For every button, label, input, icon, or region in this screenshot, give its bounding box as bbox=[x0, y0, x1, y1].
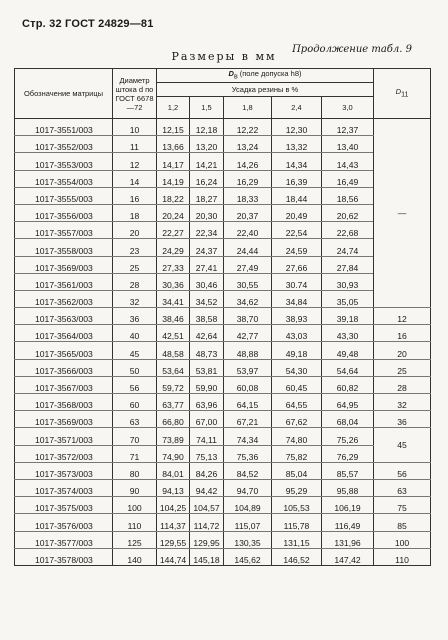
d0-value-cell: 53,97 bbox=[224, 359, 272, 376]
designation-cell: 1017-3555/003 bbox=[15, 187, 113, 204]
d0-value-cell: 104,89 bbox=[224, 497, 272, 514]
table-row bbox=[15, 359, 431, 376]
d0-value-cell: 12,15 bbox=[157, 119, 190, 136]
d0-value-cell: 131,15 bbox=[272, 531, 322, 548]
col-shrink-header: Усадка резины в % bbox=[157, 83, 374, 97]
d0-value-cell: 75,36 bbox=[224, 445, 272, 462]
d0-value-cell: 22,27 bbox=[157, 222, 190, 239]
d0-value-cell: 49,18 bbox=[272, 342, 322, 359]
table-row bbox=[15, 376, 431, 393]
d0-value-cell: 20,37 bbox=[224, 204, 272, 221]
dimensions-table bbox=[14, 68, 431, 566]
d0-value-cell: 22,54 bbox=[272, 222, 322, 239]
d0-value-cell: 48,73 bbox=[190, 342, 224, 359]
d11-value-cell: 85 bbox=[374, 514, 431, 531]
table-row bbox=[15, 136, 431, 153]
d0-value-cell: 43,30 bbox=[322, 325, 374, 342]
table-row bbox=[15, 153, 431, 170]
d0-value-cell: 84,52 bbox=[224, 462, 272, 479]
d0-value-cell: 94,13 bbox=[157, 479, 190, 496]
designation-cell: 1017-3554/003 bbox=[15, 170, 113, 187]
d0-value-cell: 18,22 bbox=[157, 187, 190, 204]
d0-value-cell: 30,55 bbox=[224, 273, 272, 290]
d0-value-cell: 38,58 bbox=[190, 308, 224, 325]
d0-value-cell: 30,46 bbox=[190, 273, 224, 290]
designation-cell: 1017-3569/003 bbox=[15, 256, 113, 273]
d11-merged-45-cell: 45 bbox=[374, 428, 431, 462]
d0-value-cell: 16,49 bbox=[322, 170, 374, 187]
d0-value-cell: 115,78 bbox=[272, 514, 322, 531]
d0-value-cell: 53,81 bbox=[190, 359, 224, 376]
d0-value-cell: 22,68 bbox=[322, 222, 374, 239]
designation-cell: 1017-3575/003 bbox=[15, 497, 113, 514]
table-row bbox=[15, 445, 431, 462]
d0-value-cell: 12,18 bbox=[190, 119, 224, 136]
d0-value-cell: 54,30 bbox=[272, 359, 322, 376]
d0-value-cell: 18,44 bbox=[272, 187, 322, 204]
d0-value-cell: 74,90 bbox=[157, 445, 190, 462]
d0-value-cell: 48,58 bbox=[157, 342, 190, 359]
d11-value-cell: 36 bbox=[374, 411, 431, 428]
d0-value-cell: 74,34 bbox=[224, 428, 272, 445]
table-row bbox=[15, 342, 431, 359]
d0-value-cell: 64,15 bbox=[224, 394, 272, 411]
table-row bbox=[15, 428, 431, 445]
d0-value-cell: 75,13 bbox=[190, 445, 224, 462]
d0-value-cell: 145,62 bbox=[224, 548, 272, 565]
d0-value-cell: 42,51 bbox=[157, 325, 190, 342]
d0-value-cell: 106,19 bbox=[322, 497, 374, 514]
d0-value-cell: 39,18 bbox=[322, 308, 374, 325]
designation-cell: 1017-3565/003 bbox=[15, 342, 113, 359]
d0-value-cell: 16,24 bbox=[190, 170, 224, 187]
designation-cell: 1017-3572/003 bbox=[15, 445, 113, 462]
d11-merged-dash-cell: — bbox=[374, 119, 431, 308]
d11-value-cell: 32 bbox=[374, 394, 431, 411]
designation-cell: 1017-3567/003 bbox=[15, 376, 113, 393]
diameter-cell: 10 bbox=[113, 119, 157, 136]
col-designation-header: Обозначение матрицы bbox=[15, 69, 113, 119]
d0-value-cell: 13,32 bbox=[272, 136, 322, 153]
col-d0-group-header bbox=[157, 69, 374, 83]
d0-value-cell: 54,64 bbox=[322, 359, 374, 376]
diameter-cell: 63 bbox=[113, 411, 157, 428]
d0-value-cell: 144,74 bbox=[157, 548, 190, 565]
d0-value-cell: 63,96 bbox=[190, 394, 224, 411]
page-header: Стр. 32 ГОСТ 24829—81 bbox=[22, 18, 154, 30]
shrink-value-header: 1,5 bbox=[190, 97, 224, 119]
d0-value-cell: 13,66 bbox=[157, 136, 190, 153]
table-row bbox=[15, 308, 431, 325]
d0-value-cell: 30.74 bbox=[272, 273, 322, 290]
designation-cell: 1017-3574/003 bbox=[15, 479, 113, 496]
d11-value-cell: 28 bbox=[374, 376, 431, 393]
d11-value-cell: 12 bbox=[374, 308, 431, 325]
d0-value-cell: 13,20 bbox=[190, 136, 224, 153]
diameter-cell: 20 bbox=[113, 222, 157, 239]
d0-value-cell: 13,24 bbox=[224, 136, 272, 153]
diameter-cell: 56 bbox=[113, 376, 157, 393]
diameter-cell: 71 bbox=[113, 445, 157, 462]
d0-value-cell: 60,08 bbox=[224, 376, 272, 393]
d0-value-cell: 95,29 bbox=[272, 479, 322, 496]
table-row bbox=[15, 256, 431, 273]
table-title: Размеры в мм bbox=[171, 50, 277, 63]
d0-value-cell: 14,34 bbox=[272, 153, 322, 170]
designation-cell: 1017-3562/003 bbox=[15, 290, 113, 307]
d0-value-cell: 131,96 bbox=[322, 531, 374, 548]
d11-value-cell: 110 bbox=[374, 548, 431, 565]
d0-value-cell: 60,45 bbox=[272, 376, 322, 393]
d0-symbol: D bbox=[228, 69, 234, 79]
d0-value-cell: 48,88 bbox=[224, 342, 272, 359]
d0-value-cell: 12,37 bbox=[322, 119, 374, 136]
table-row bbox=[15, 514, 431, 531]
d0-value-cell: 104,57 bbox=[190, 497, 224, 514]
diameter-cell: 45 bbox=[113, 342, 157, 359]
designation-cell: 1017-3569/003 bbox=[15, 411, 113, 428]
d0-value-cell: 94,42 bbox=[190, 479, 224, 496]
table-row bbox=[15, 222, 431, 239]
diameter-cell: 25 bbox=[113, 256, 157, 273]
designation-cell: 1017-3558/003 bbox=[15, 239, 113, 256]
d0-tolerance: (поле допуска h8) bbox=[239, 69, 302, 79]
d0-value-cell: 59,90 bbox=[190, 376, 224, 393]
d0-value-cell: 34,62 bbox=[224, 290, 272, 307]
continuation-note: Продолжение табл. 9 bbox=[292, 44, 412, 55]
d0-value-cell: 75,26 bbox=[322, 428, 374, 445]
d0-value-cell: 24,29 bbox=[157, 239, 190, 256]
col-diameter-header: Диаметр штока d по ГОСТ 6678—72 bbox=[113, 69, 157, 119]
designation-cell: 1017-3577/003 bbox=[15, 531, 113, 548]
d0-value-cell: 94,70 bbox=[224, 479, 272, 496]
d11-symbol: D bbox=[395, 87, 402, 97]
d0-value-cell: 27,66 bbox=[272, 256, 322, 273]
designation-cell: 1017-3573/003 bbox=[15, 462, 113, 479]
designation-cell: 1017-3578/003 bbox=[15, 548, 113, 565]
designation-cell: 1017-3563/003 bbox=[15, 308, 113, 325]
d0-value-cell: 30,36 bbox=[157, 273, 190, 290]
d0-value-cell: 95,88 bbox=[322, 479, 374, 496]
d0-value-cell: 38,93 bbox=[272, 308, 322, 325]
d0-value-cell: 20,30 bbox=[190, 204, 224, 221]
d0-value-cell: 67,21 bbox=[224, 411, 272, 428]
d0-value-cell: 27,41 bbox=[190, 256, 224, 273]
designation-cell: 1017-3551/003 bbox=[15, 119, 113, 136]
diameter-cell: 18 bbox=[113, 204, 157, 221]
d0-value-cell: 63,77 bbox=[157, 394, 190, 411]
d0-value-cell: 84,26 bbox=[190, 462, 224, 479]
diameter-cell: 16 bbox=[113, 187, 157, 204]
diameter-cell: 14 bbox=[113, 170, 157, 187]
d0-value-cell: 43,03 bbox=[272, 325, 322, 342]
d0-value-cell: 12,22 bbox=[224, 119, 272, 136]
table-row bbox=[15, 462, 431, 479]
d0-value-cell: 76,29 bbox=[322, 445, 374, 462]
d0-value-cell: 35,05 bbox=[322, 290, 374, 307]
d0-subscript: в bbox=[233, 73, 238, 81]
d11-value-cell: 25 bbox=[374, 359, 431, 376]
designation-cell: 1017-3556/003 bbox=[15, 204, 113, 221]
d0-value-cell: 14,17 bbox=[157, 153, 190, 170]
d0-value-cell: 42,77 bbox=[224, 325, 272, 342]
d0-value-cell: 27,33 bbox=[157, 256, 190, 273]
table-row bbox=[15, 531, 431, 548]
d0-value-cell: 129,55 bbox=[157, 531, 190, 548]
d0-value-cell: 85,04 bbox=[272, 462, 322, 479]
d0-value-cell: 74,80 bbox=[272, 428, 322, 445]
table-row bbox=[15, 204, 431, 221]
d0-value-cell: 85,57 bbox=[322, 462, 374, 479]
designation-cell: 1017-3552/003 bbox=[15, 136, 113, 153]
table-row bbox=[15, 170, 431, 187]
d0-value-cell: 18,56 bbox=[322, 187, 374, 204]
designation-cell: 1017-3568/003 bbox=[15, 394, 113, 411]
d0-value-cell: 68,04 bbox=[322, 411, 374, 428]
d0-value-cell: 67,62 bbox=[272, 411, 322, 428]
diameter-cell: 90 bbox=[113, 479, 157, 496]
diameter-cell: 60 bbox=[113, 394, 157, 411]
d0-value-cell: 49,48 bbox=[322, 342, 374, 359]
d0-value-cell: 14,21 bbox=[190, 153, 224, 170]
d0-value-cell: 42,64 bbox=[190, 325, 224, 342]
d0-value-cell: 105,53 bbox=[272, 497, 322, 514]
table-row bbox=[15, 548, 431, 565]
designation-cell: 1017-3557/003 bbox=[15, 222, 113, 239]
designation-cell: 1017-3576/003 bbox=[15, 514, 113, 531]
d0-value-cell: 30,93 bbox=[322, 273, 374, 290]
d0-value-cell: 104,25 bbox=[157, 497, 190, 514]
designation-cell: 1017-3561/003 bbox=[15, 273, 113, 290]
d0-value-cell: 73,89 bbox=[157, 428, 190, 445]
d0-value-cell: 20,24 bbox=[157, 204, 190, 221]
d0-value-cell: 64,95 bbox=[322, 394, 374, 411]
d0-value-cell: 24,37 bbox=[190, 239, 224, 256]
d0-value-cell: 27,84 bbox=[322, 256, 374, 273]
d11-value-cell: 75 bbox=[374, 497, 431, 514]
diameter-cell: 125 bbox=[113, 531, 157, 548]
d0-value-cell: 59,72 bbox=[157, 376, 190, 393]
diameter-cell: 12 bbox=[113, 153, 157, 170]
diameter-cell: 140 bbox=[113, 548, 157, 565]
diameter-cell: 28 bbox=[113, 273, 157, 290]
diameter-cell: 11 bbox=[113, 136, 157, 153]
d11-value-cell: 56 bbox=[374, 462, 431, 479]
d0-value-cell: 129,95 bbox=[190, 531, 224, 548]
designation-cell: 1017-3553/003 bbox=[15, 153, 113, 170]
d0-value-cell: 115,07 bbox=[224, 514, 272, 531]
d0-value-cell: 16,39 bbox=[272, 170, 322, 187]
d11-subscript: 11 bbox=[401, 91, 409, 99]
d0-value-cell: 16,29 bbox=[224, 170, 272, 187]
d0-value-cell: 116,49 bbox=[322, 514, 374, 531]
d0-value-cell: 18,27 bbox=[190, 187, 224, 204]
diameter-cell: 80 bbox=[113, 462, 157, 479]
designation-cell: 1017-3566/003 bbox=[15, 359, 113, 376]
d0-value-cell: 20,62 bbox=[322, 204, 374, 221]
d0-value-cell: 18,33 bbox=[224, 187, 272, 204]
d0-value-cell: 64,55 bbox=[272, 394, 322, 411]
dimensions-table-container bbox=[14, 68, 430, 566]
d0-value-cell: 22,34 bbox=[190, 222, 224, 239]
shrink-value-header: 1,8 bbox=[224, 97, 272, 119]
shrink-value-header: 2,4 bbox=[272, 97, 322, 119]
d0-value-cell: 34,84 bbox=[272, 290, 322, 307]
diameter-cell: 70 bbox=[113, 428, 157, 445]
d0-value-cell: 34,41 bbox=[157, 290, 190, 307]
table-row bbox=[15, 273, 431, 290]
table-row bbox=[15, 394, 431, 411]
table-row bbox=[15, 325, 431, 342]
d0-value-cell: 67,00 bbox=[190, 411, 224, 428]
d0-value-cell: 130,35 bbox=[224, 531, 272, 548]
table-row bbox=[15, 187, 431, 204]
d0-value-cell: 24,59 bbox=[272, 239, 322, 256]
table-row bbox=[15, 239, 431, 256]
d0-value-cell: 60,82 bbox=[322, 376, 374, 393]
d0-value-cell: 74,11 bbox=[190, 428, 224, 445]
d0-value-cell: 147,42 bbox=[322, 548, 374, 565]
d0-value-cell: 53,64 bbox=[157, 359, 190, 376]
col-d11-header bbox=[374, 69, 431, 119]
d0-value-cell: 114,72 bbox=[190, 514, 224, 531]
diameter-cell: 32 bbox=[113, 290, 157, 307]
table-row bbox=[15, 290, 431, 307]
d0-value-cell: 13,40 bbox=[322, 136, 374, 153]
d11-value-cell: 100 bbox=[374, 531, 431, 548]
shrink-value-header: 1,2 bbox=[157, 97, 190, 119]
d0-value-cell: 14,26 bbox=[224, 153, 272, 170]
d0-value-cell: 14,43 bbox=[322, 153, 374, 170]
d0-value-cell: 24,74 bbox=[322, 239, 374, 256]
table-row bbox=[15, 119, 431, 136]
d0-value-cell: 20,49 bbox=[272, 204, 322, 221]
d0-value-cell: 12,30 bbox=[272, 119, 322, 136]
d11-value-cell: 63 bbox=[374, 479, 431, 496]
shrink-value-header: 3,0 bbox=[322, 97, 374, 119]
d0-value-cell: 84,01 bbox=[157, 462, 190, 479]
d0-value-cell: 145,18 bbox=[190, 548, 224, 565]
d0-value-cell: 66,80 bbox=[157, 411, 190, 428]
d0-value-cell: 38,46 bbox=[157, 308, 190, 325]
d0-value-cell: 27,49 bbox=[224, 256, 272, 273]
diameter-cell: 40 bbox=[113, 325, 157, 342]
diameter-cell: 23 bbox=[113, 239, 157, 256]
d0-value-cell: 146,52 bbox=[272, 548, 322, 565]
d11-value-cell: 16 bbox=[374, 325, 431, 342]
d0-value-cell: 24,44 bbox=[224, 239, 272, 256]
d0-value-cell: 75,82 bbox=[272, 445, 322, 462]
designation-cell: 1017-3571/003 bbox=[15, 428, 113, 445]
d0-value-cell: 34,52 bbox=[190, 290, 224, 307]
d0-value-cell: 14,19 bbox=[157, 170, 190, 187]
d11-value-cell: 20 bbox=[374, 342, 431, 359]
diameter-cell: 110 bbox=[113, 514, 157, 531]
table-row bbox=[15, 497, 431, 514]
d0-value-cell: 22,40 bbox=[224, 222, 272, 239]
designation-cell: 1017-3564/003 bbox=[15, 325, 113, 342]
diameter-cell: 100 bbox=[113, 497, 157, 514]
diameter-cell: 36 bbox=[113, 308, 157, 325]
d0-value-cell: 38,70 bbox=[224, 308, 272, 325]
diameter-cell: 50 bbox=[113, 359, 157, 376]
table-row bbox=[15, 479, 431, 496]
table-row bbox=[15, 411, 431, 428]
d0-value-cell: 114,37 bbox=[157, 514, 190, 531]
